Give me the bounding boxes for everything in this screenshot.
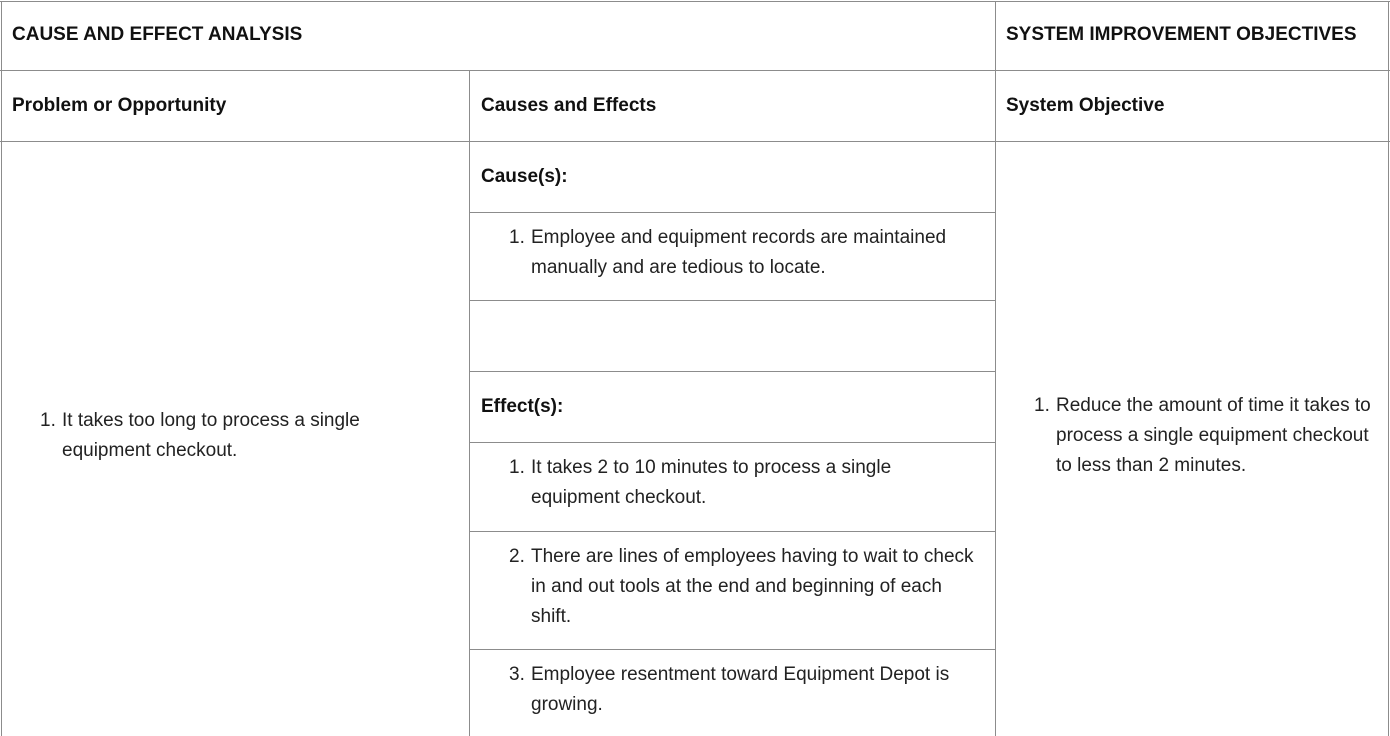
effects-label: Effect(s):	[481, 396, 564, 417]
list-number: 2.	[509, 546, 525, 567]
row-divider	[469, 442, 996, 443]
list-number: 1.	[509, 457, 525, 478]
causes-effects-column-header: Causes and Effects	[481, 95, 657, 116]
row-divider	[469, 649, 996, 650]
cause-item	[509, 223, 986, 283]
list-item-text: Employee and equipment records are maintained manually and are tedious to locate.	[531, 227, 947, 278]
row-divider	[469, 531, 996, 532]
effect-item	[509, 660, 986, 720]
table-border-right	[1388, 1, 1389, 736]
causes-label: Cause(s):	[481, 166, 568, 187]
column-header-divider	[0, 141, 1390, 142]
table-border-top	[0, 1, 1390, 2]
list-number: 1.	[40, 410, 56, 431]
problem-item	[40, 406, 442, 466]
list-item-text: It takes 2 to 10 minutes to process a single equipment checkout.	[531, 457, 892, 508]
list-item-text: It takes too long to process a single equipment checkout.	[62, 410, 360, 461]
objective-item	[1034, 391, 1376, 481]
effect-item	[509, 453, 961, 513]
problem-column-header: Problem or Opportunity	[12, 95, 227, 116]
cause-effect-title: CAUSE AND EFFECT ANALYSIS	[12, 24, 303, 45]
row-divider	[469, 371, 996, 372]
table-border-left	[1, 1, 2, 736]
objectives-title: SYSTEM IMPROVEMENT OBJECTIVES	[1006, 24, 1357, 45]
row-divider	[469, 300, 996, 301]
effect-item	[509, 542, 986, 632]
list-item-text: There are lines of employees having to wait to check in and out tools at the end and beginning of each shift.	[531, 546, 974, 627]
column-divider-2	[995, 1, 996, 736]
header-divider	[0, 70, 1390, 71]
row-divider	[469, 212, 996, 213]
list-number: 3.	[509, 664, 525, 685]
list-number: 1.	[509, 227, 525, 248]
list-item-text: Reduce the amount of time it takes to process a single equipment checkout to less than 2 minutes.	[1056, 395, 1371, 476]
column-divider-1	[469, 70, 470, 736]
list-item-text: Employee resentment toward Equipment Depot is growing.	[531, 664, 950, 715]
objective-column-header: System Objective	[1006, 95, 1165, 116]
list-number: 1.	[1034, 395, 1050, 416]
